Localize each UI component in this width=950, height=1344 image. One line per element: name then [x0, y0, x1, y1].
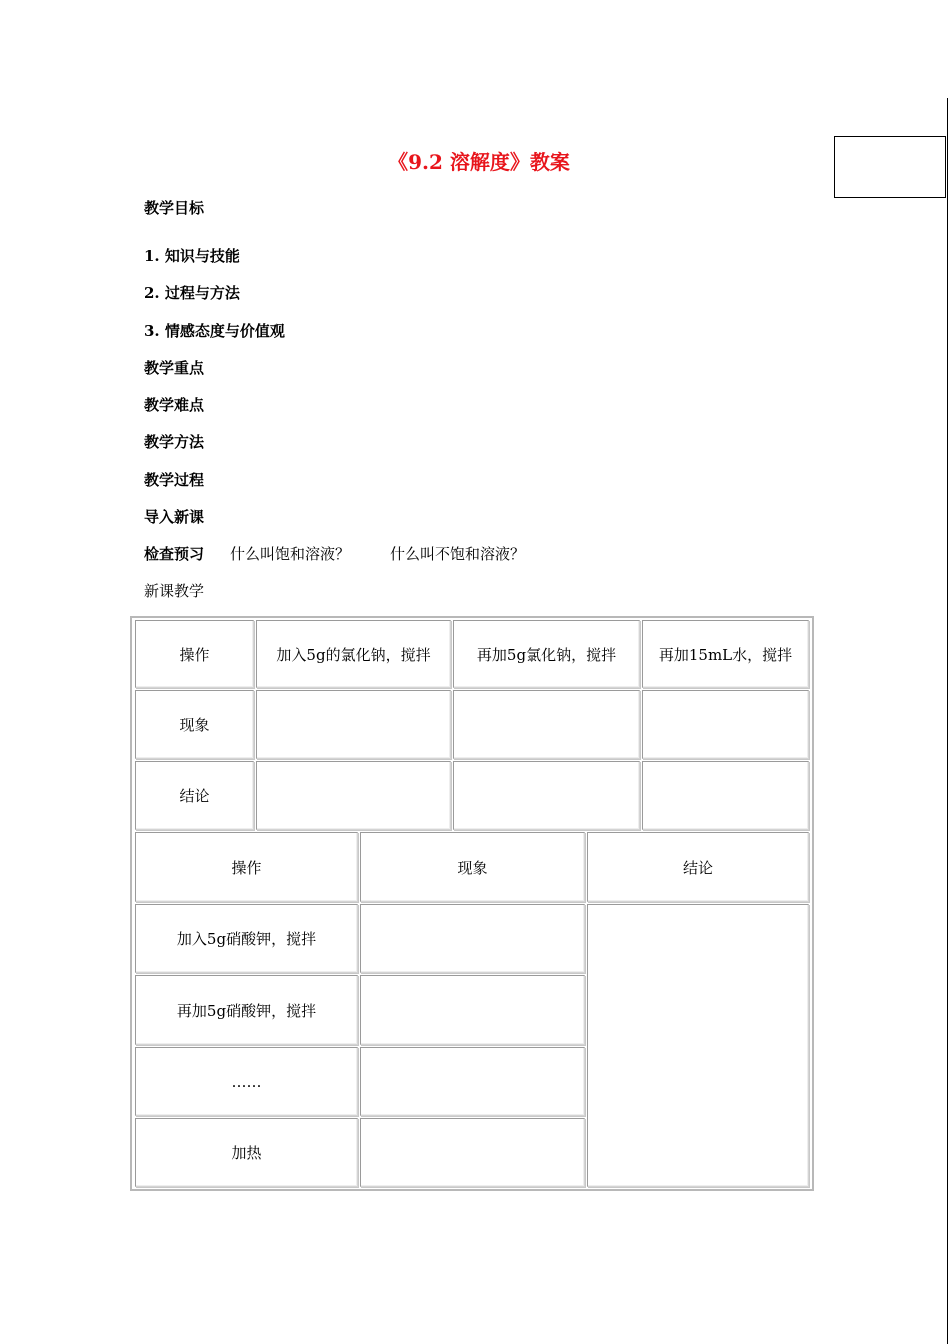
nacl-header-step-2: 再加5g氯化钠，搅拌	[453, 620, 640, 688]
heading-new-lesson: 新课教学	[144, 582, 205, 600]
nacl-header-step-3: 再加15mL水，搅拌	[642, 620, 809, 688]
nacl-phenomenon-cell[interactable]	[642, 690, 809, 759]
kno3-header-operation: 操作	[135, 832, 358, 902]
page-edge-rule	[947, 98, 948, 1344]
kno3-phenomenon-cell[interactable]	[360, 1047, 585, 1116]
nacl-conclusion-cell[interactable]	[642, 761, 809, 830]
heading-intro: 导入新课	[144, 508, 205, 526]
kno3-conclusion-cell[interactable]	[587, 904, 809, 1187]
heading-difficulties: 教学难点	[144, 396, 205, 414]
goal-process: 2. 过程与方法	[144, 284, 240, 302]
preview-question-1: 什么叫饱和溶液？	[230, 545, 351, 563]
kno3-phenomenon-cell[interactable]	[360, 975, 585, 1045]
kno3-operation-cell: ……	[135, 1047, 358, 1116]
goal-attitude: 3. 情感态度与价值观	[144, 322, 285, 340]
preview-label: 检查预习	[144, 545, 205, 563]
kno3-phenomenon-cell[interactable]	[360, 904, 585, 973]
kno3-operation-cell: 再加5g硝酸钾，搅拌	[135, 975, 358, 1045]
heading-key-points: 教学重点	[144, 359, 205, 377]
kno3-phenomenon-cell[interactable]	[360, 1118, 585, 1187]
nacl-row-label-phenomenon: 现象	[135, 690, 254, 759]
nacl-conclusion-cell[interactable]	[453, 761, 640, 830]
kno3-operation-cell: 加热	[135, 1118, 358, 1187]
heading-process: 教学过程	[144, 471, 205, 489]
document-title: 《9.2 溶解度》教案	[388, 150, 570, 174]
kno3-header-conclusion: 结论	[587, 832, 809, 902]
nacl-phenomenon-cell[interactable]	[453, 690, 640, 759]
nacl-row-label-conclusion: 结论	[135, 761, 254, 830]
nacl-header-operation: 操作	[135, 620, 254, 688]
preview-line	[144, 543, 525, 564]
nacl-header-step-1: 加入5g的氯化钠，搅拌	[256, 620, 451, 688]
preview-question-2: 什么叫不饱和溶液？	[390, 545, 526, 563]
kno3-operation-cell: 加入5g硝酸钾，搅拌	[135, 904, 358, 973]
heading-teaching-goals: 教学目标	[144, 199, 205, 217]
nacl-phenomenon-cell[interactable]	[256, 690, 451, 759]
nacl-conclusion-cell[interactable]	[256, 761, 451, 830]
heading-methods: 教学方法	[144, 433, 205, 451]
goal-knowledge: 1. 知识与技能	[144, 247, 240, 265]
kno3-header-phenomenon: 现象	[360, 832, 585, 902]
